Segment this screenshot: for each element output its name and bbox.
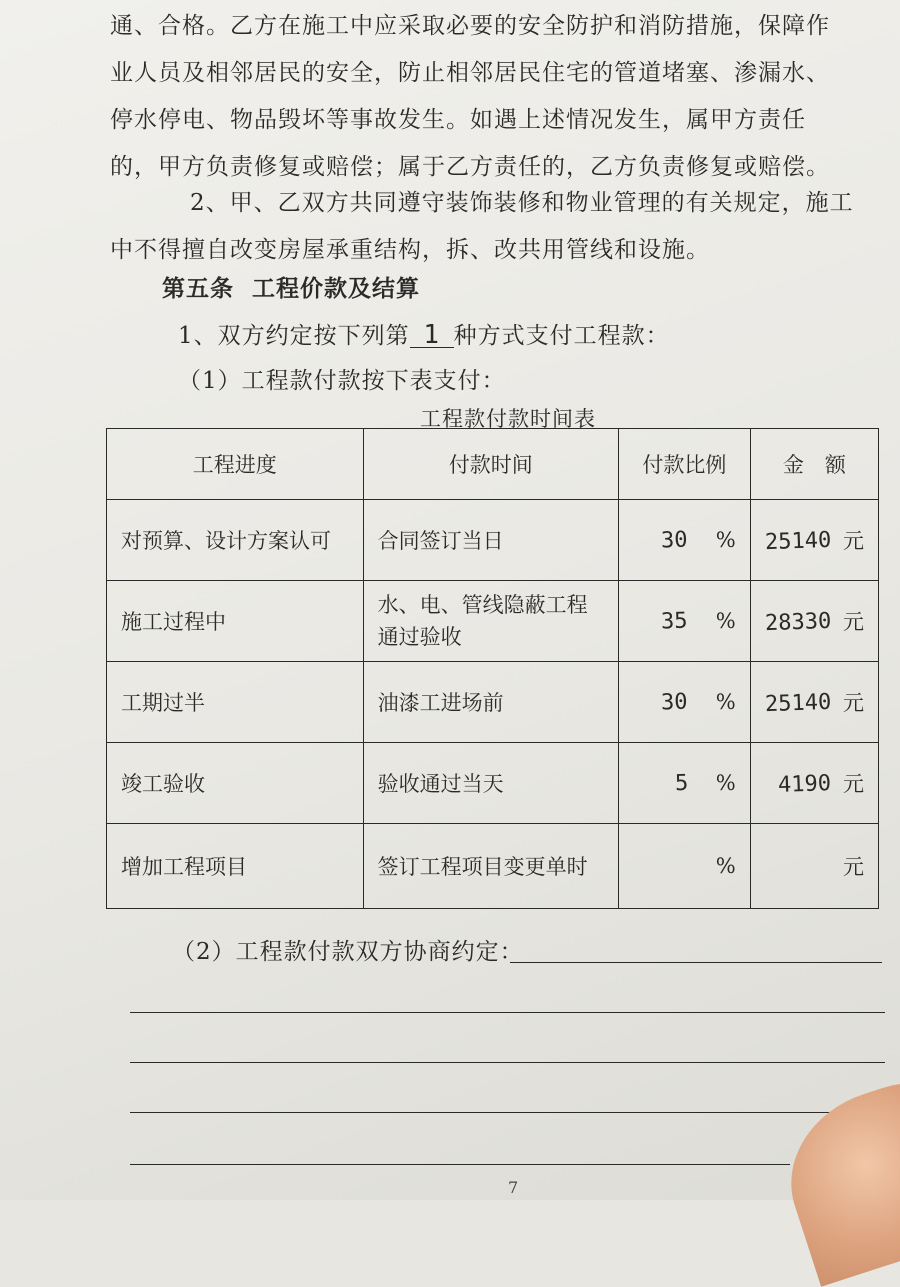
stage-cell: 对预算、设计方案认可 <box>107 500 364 581</box>
paragraph-line: 2、甲、乙双方共同遵守装饰装修和物业管理的有关规定，施工 <box>190 190 854 216</box>
time-text: 验收通过当天 <box>377 772 504 796</box>
time-cell <box>363 500 618 581</box>
time-cell <box>363 824 618 909</box>
article-5-heading <box>162 270 420 303</box>
currency-unit: 元 <box>843 610 864 634</box>
stage-cell: 施工过程中 <box>107 581 364 662</box>
thumb-finger <box>769 1063 900 1286</box>
percent-sign: % <box>715 854 736 878</box>
page-number: 7 <box>508 1178 519 1197</box>
header-payment-ratio: 付款比例 <box>619 429 751 500</box>
time-cell <box>363 581 618 662</box>
percent-sign: % <box>715 608 736 633</box>
paragraph-line: 的，甲方负责修复或赔偿；属于乙方责任的，乙方负责修复或赔偿。 <box>110 154 830 180</box>
clause-prefix: 1、双方约定按下列第 <box>178 323 410 349</box>
blank-line <box>130 1062 885 1063</box>
currency-unit: 元 <box>843 691 864 715</box>
percent-sign: % <box>715 770 736 795</box>
time-cell <box>363 743 618 824</box>
percent-sign: % <box>715 689 736 714</box>
time-text: 签订工程项目变更单时 <box>377 855 588 879</box>
amount-value: 4190 <box>777 771 832 798</box>
paragraph-line: 业人员及相邻居民的安全，防止相邻居民住宅的管道堵塞、渗漏水、 <box>110 60 830 86</box>
ratio-cell <box>619 581 751 662</box>
method-number-field: 1 <box>410 323 454 348</box>
amount-value: 25140 <box>764 689 832 718</box>
amount-cell <box>750 743 878 824</box>
amount-cell <box>750 500 878 581</box>
payment-method-clause <box>178 317 670 350</box>
table-row <box>107 662 879 743</box>
time-text: 合同签订当日 <box>377 529 504 553</box>
stage-cell: 竣工验收 <box>107 743 364 824</box>
amount-cell <box>750 662 878 743</box>
amount-value: 28330 <box>764 608 832 637</box>
table-row <box>107 581 879 662</box>
clause-2-paragraph <box>110 180 870 274</box>
amount-cell <box>750 824 878 909</box>
amount-value: 25140 <box>764 527 832 556</box>
article-number: 第五条 <box>162 276 234 302</box>
subclause-1: （1）工程款付款按下表支付： <box>178 368 506 394</box>
table-header-row <box>107 429 879 500</box>
payment-schedule-table <box>106 428 879 909</box>
table-row <box>107 824 879 909</box>
ratio-cell <box>619 662 751 743</box>
currency-unit: 元 <box>843 855 864 879</box>
article-title: 工程价款及结算 <box>252 276 420 302</box>
time-text: 油漆工进场前 <box>377 691 504 715</box>
paragraph-line: 停水停电、物品毁坏等事故发生。如遇上述情况发生，属甲方责任 <box>110 107 806 133</box>
table-row <box>107 743 879 824</box>
safety-paragraph <box>110 3 870 191</box>
header-progress: 工程进度 <box>107 429 364 500</box>
blank-line <box>510 962 882 963</box>
ratio-cell <box>619 500 751 581</box>
table-caption: 工程款付款时间表 <box>420 407 596 431</box>
time-text: 通过验收 <box>377 625 462 649</box>
currency-unit: 元 <box>843 772 864 796</box>
subclause-2: （2）工程款付款双方协商约定： <box>172 939 524 965</box>
ratio-value: 5 <box>674 770 689 796</box>
stage-cell: 增加工程项目 <box>107 824 364 909</box>
stage-cell: 工期过半 <box>107 662 364 743</box>
time-text: 水、电、管线隐蔽工程 <box>377 593 588 617</box>
amount-cell <box>750 581 878 662</box>
clause-suffix: 种方式支付工程款： <box>453 323 670 349</box>
paragraph-line: 通、合格。乙方在施工中应采取必要的安全防护和消防措施，保障作 <box>110 13 830 39</box>
blank-line <box>130 1012 885 1013</box>
ratio-value: 35 <box>660 608 689 634</box>
ratio-value: 30 <box>660 527 689 553</box>
blank-line <box>130 1164 790 1165</box>
ratio-cell <box>619 824 751 909</box>
time-cell <box>363 662 618 743</box>
ratio-value: 30 <box>660 689 689 715</box>
header-payment-time: 付款时间 <box>363 429 618 500</box>
paragraph-line: 中不得擅自改变房屋承重结构，拆、改共用管线和设施。 <box>110 237 710 263</box>
table-row <box>107 500 879 581</box>
header-amount: 金 额 <box>750 429 878 500</box>
currency-unit: 元 <box>843 529 864 553</box>
ratio-cell <box>619 743 751 824</box>
percent-sign: % <box>715 527 736 552</box>
blank-line <box>130 1112 830 1113</box>
